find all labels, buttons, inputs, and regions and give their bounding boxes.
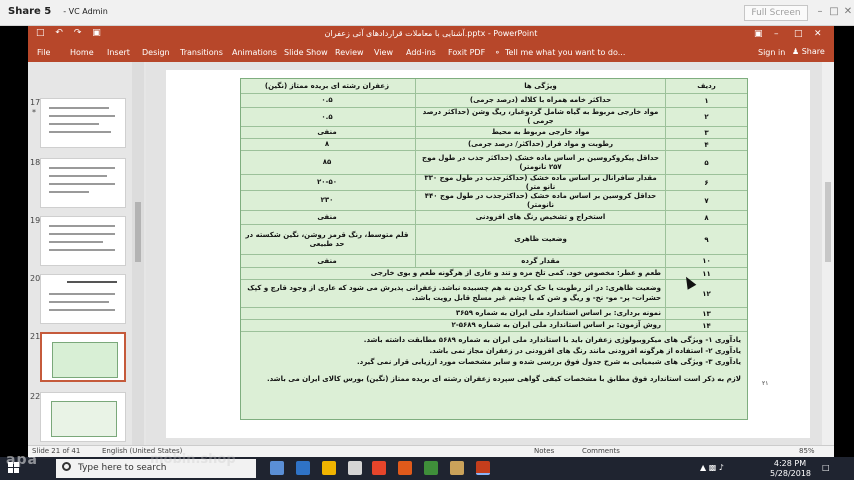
ppt-restore-button[interactable]: □ bbox=[794, 29, 803, 39]
watermark: apa bbox=[6, 452, 38, 468]
row-num: ۱ bbox=[665, 94, 747, 107]
tab-add-ins[interactable]: Add-ins bbox=[406, 48, 436, 57]
row-num: ۱۲ bbox=[665, 280, 747, 307]
windows-taskbar bbox=[0, 457, 854, 480]
row-num: ۱۱ bbox=[665, 268, 747, 279]
slide-thumbnail-selected[interactable] bbox=[40, 332, 126, 382]
table-row bbox=[241, 94, 747, 108]
row-prop: حداقل کروسین بر اساس ماده خشک (حداکثرجذب در طول موج ۴۴۰ نانومتر) bbox=[415, 191, 665, 210]
undo-icon[interactable]: ↶ bbox=[55, 28, 63, 38]
table-row-wide bbox=[241, 320, 747, 332]
slide-thumbnail[interactable] bbox=[40, 392, 126, 442]
slide-thumbnail[interactable] bbox=[40, 216, 126, 266]
row-val: قلم متوسط، رنگ قرمز روشن، نگین شکسته در حد طبیعی bbox=[245, 230, 409, 248]
row-prop: مواد خارجی مربوط به محیط bbox=[415, 127, 665, 138]
table-row bbox=[241, 191, 747, 211]
row-prop: مقدار گرده bbox=[415, 255, 665, 267]
share-window-subtitle: - VC Admin bbox=[63, 7, 108, 16]
row-prop: مقدار سافرانال بر اساس ماده خشک (حداکثرجذب در طول موج ۳۳۰ نانو متر) bbox=[415, 175, 665, 190]
comments-button[interactable]: Comments bbox=[582, 447, 620, 455]
slide-number: ۲۱ bbox=[762, 380, 769, 387]
row-val: منفی bbox=[317, 213, 337, 222]
row-num: ۲ bbox=[665, 108, 747, 126]
row-prop: حداکثر خامه همراه با کلاله (درصد جرمی) bbox=[415, 94, 665, 107]
edge-icon[interactable] bbox=[296, 461, 310, 475]
tab-insert[interactable]: Insert bbox=[107, 48, 130, 57]
restore-button[interactable]: □ bbox=[829, 6, 839, 17]
redo-icon[interactable]: ↷ bbox=[73, 28, 82, 38]
powerpoint-titlebar bbox=[28, 26, 834, 44]
share-window-title: Share 5 - VC Admin bbox=[8, 6, 108, 17]
app-icon[interactable] bbox=[450, 461, 464, 475]
row-val: منفی bbox=[317, 128, 337, 137]
table-row bbox=[241, 225, 747, 255]
clock-time: 4:28 PM bbox=[773, 459, 807, 468]
row-prop: حداقل پیکروکروسین بر اساس ماده خشک (حداکثر جذب در طول موج ۲۵۷ نانومتر) bbox=[415, 151, 665, 174]
notifications-icon[interactable]: □ bbox=[822, 463, 830, 472]
clock-date: 5/28/2018 bbox=[770, 469, 812, 478]
save-icon[interactable]: □ bbox=[36, 28, 45, 38]
zoom-level[interactable]: 85% bbox=[799, 447, 815, 455]
row-num: ۵ bbox=[665, 151, 747, 174]
powerpoint-window bbox=[28, 26, 834, 457]
row-val: ۸۵ bbox=[322, 158, 332, 167]
tab-file[interactable]: File bbox=[37, 48, 51, 57]
person-icon: ♟ bbox=[792, 47, 802, 56]
ppt-close-button[interactable]: ✕ bbox=[814, 29, 822, 39]
tab-animations[interactable]: Animations bbox=[232, 48, 277, 57]
saffron-spec-table bbox=[240, 78, 748, 420]
search-icon bbox=[62, 462, 71, 471]
ppt-minimize-button[interactable]: – bbox=[774, 29, 779, 39]
tab-transitions[interactable]: Transitions bbox=[180, 48, 223, 57]
minimize-button[interactable]: – bbox=[817, 6, 823, 17]
tab-foxit-pdf[interactable]: Foxit PDF bbox=[448, 48, 486, 57]
row-val: ۲۰-۵۰ bbox=[317, 178, 337, 187]
notes-button[interactable]: Notes bbox=[534, 447, 555, 455]
start-slideshow-icon[interactable]: ▣ bbox=[92, 28, 101, 38]
status-bar bbox=[28, 445, 834, 457]
row-prop: مواد خارجی مربوط به گیاه شامل گردوغبار، ریگ وشن (حداکثر درصد جرمی ) bbox=[415, 108, 665, 126]
header-prop: ویژگی ها bbox=[415, 79, 665, 93]
fullscreen-button[interactable]: Full Screen bbox=[744, 5, 808, 21]
ribbon-display-icon[interactable]: ▣ bbox=[754, 29, 763, 39]
search-placeholder: Type here to search bbox=[78, 463, 167, 473]
row-num: ۱۳ bbox=[665, 308, 747, 319]
row-val: ۰.۵ bbox=[321, 96, 333, 105]
table-header-row bbox=[241, 79, 747, 94]
share-label: Share bbox=[801, 47, 825, 56]
table-row bbox=[241, 127, 747, 139]
thumb-number: 20 bbox=[30, 274, 41, 283]
row-wide-text: وضعیت ظاهری: در اثر رطوبت یا حک کردن به هم چسبیده نباشد. زعفرانی پذیرش می شود که عاری از وجود قارچ و کپک حشرات- پر- مو- نخ- و ریگ و شن که با چشم غیر مسلح قابل رویت باشد. bbox=[247, 284, 661, 302]
slide-thumbnail[interactable] bbox=[40, 158, 126, 208]
table-row bbox=[241, 151, 747, 175]
lightbulb-icon: ⚬ bbox=[494, 48, 501, 57]
thumb-number: 18 bbox=[30, 158, 41, 167]
thumb-number: 21 bbox=[30, 332, 41, 341]
task-view-icon[interactable] bbox=[270, 461, 284, 475]
header-val: زعفران رشته ای بریده ممتاز (نگین) bbox=[264, 81, 390, 90]
tab-view[interactable]: View bbox=[374, 48, 393, 57]
slide-canvas[interactable] bbox=[166, 70, 810, 438]
row-prop: وضعیت ظاهری bbox=[415, 225, 665, 254]
left-margin bbox=[0, 26, 28, 457]
close-button[interactable]: ✕ bbox=[843, 6, 853, 17]
note-line: یادآوری ۲- استفاده از هرگونه افزودنی مانند رنگ های افزودنی در زعفران مجاز نمی باشد. bbox=[429, 346, 741, 355]
row-val: منفی bbox=[317, 256, 337, 265]
file-explorer-icon[interactable] bbox=[322, 461, 336, 475]
row-wide-text: روش آزمون: بر اساس استاندارد ملی ایران به شماره ۵۶۸۹-۲ bbox=[451, 320, 661, 329]
app-icon[interactable] bbox=[372, 461, 386, 475]
share-window-bar bbox=[0, 0, 854, 26]
tell-me-box[interactable]: Tell me what you want to do... bbox=[505, 48, 626, 57]
row-num: ۶ bbox=[665, 175, 747, 190]
note-line: یادآوری ۱- ویژگی های میکروبیولوژی زعفران باید با استاندارد ملی ایران به شماره ۵۶۸۹ مطابقت داشته باشد. bbox=[363, 336, 741, 344]
notes-block bbox=[241, 332, 747, 421]
slide-thumbnail[interactable] bbox=[40, 274, 126, 324]
slide-counter: Slide 21 of 41 bbox=[32, 447, 81, 455]
slide-thumbnail-pane bbox=[28, 62, 146, 445]
row-prop: استخراج و تشخیص رنگ های افزودنی bbox=[415, 211, 665, 224]
row-val: ۲۳۰ bbox=[320, 196, 334, 205]
row-wide-text: نمونه برداری: بر اساس استاندارد ملی ایران به شماره ۳۶۵۹ bbox=[455, 308, 661, 317]
table-row bbox=[241, 139, 747, 151]
row-num: ۴ bbox=[665, 139, 747, 150]
table-row bbox=[241, 255, 747, 268]
row-wide-text: طعم و عطر: مخصوص خود. کمی تلخ مزه و تند و عاری از هرگونه طعم و بوی خارجی bbox=[370, 268, 661, 277]
table-row bbox=[241, 211, 747, 225]
row-num: ۸ bbox=[665, 211, 747, 224]
tab-home[interactable]: Home bbox=[70, 48, 94, 57]
store-icon[interactable] bbox=[348, 461, 362, 475]
animation-star-icon: * bbox=[32, 108, 36, 117]
row-num: ۹ bbox=[665, 225, 747, 254]
slide-thumbnail[interactable] bbox=[40, 98, 126, 148]
tray-icons[interactable]: ▲ ▩ ♪ bbox=[700, 463, 724, 472]
row-num: ۱۴ bbox=[665, 320, 747, 331]
ribbon-tabs bbox=[28, 44, 834, 62]
thumb-number: 19 bbox=[30, 216, 41, 225]
slide-vertical-scrollbar[interactable] bbox=[822, 62, 834, 445]
row-val: ۰.۵ bbox=[321, 112, 333, 121]
document-title: آشنایی با معاملات قراردادهای آتی زعفران.pptx - PowerPoint bbox=[324, 29, 538, 38]
note-line: یادآوری ۳- ویژگی های شیمیایی به شرح جدول فوق بررسی شده و سایر مشخصات مورد ارزیابی قرار نمی گیرد. bbox=[356, 357, 741, 366]
table-row-wide bbox=[241, 268, 747, 280]
table-row-wide bbox=[241, 280, 747, 308]
share-button[interactable] bbox=[792, 47, 825, 56]
firefox-icon[interactable] bbox=[398, 461, 412, 475]
row-num: ۷ bbox=[665, 191, 747, 210]
thumb-number: 17 bbox=[30, 98, 41, 107]
footer-note: لازم به ذکر است استاندارد فوق مطابق با مشخصات کیفی گواهی سپرده زعفران رشته ای بریده ممتاز (نگین) بورس کالای ایران می باشد. bbox=[266, 374, 741, 383]
watermark-2: mobin.shop bbox=[150, 452, 236, 467]
table-row bbox=[241, 175, 747, 191]
row-prop: رطوبت و مواد فرار (حداکثر/ درصد جرمی) bbox=[415, 139, 665, 150]
language-indicator[interactable]: English (United States) bbox=[102, 447, 183, 455]
table-row bbox=[241, 108, 747, 127]
row-num: ۱۰ bbox=[665, 255, 747, 267]
clock[interactable] bbox=[770, 459, 810, 479]
tab-slide-show[interactable]: Slide Show bbox=[284, 48, 328, 57]
table-row-wide bbox=[241, 308, 747, 320]
sign-in-link[interactable]: Sign in bbox=[758, 48, 786, 57]
row-val: ۸ bbox=[324, 140, 330, 149]
row-num: ۳ bbox=[665, 127, 747, 138]
thumbnail-scrollbar[interactable] bbox=[132, 62, 144, 445]
powerpoint-icon[interactable] bbox=[476, 461, 490, 475]
app-icon[interactable] bbox=[424, 461, 438, 475]
slide-edit-area bbox=[146, 62, 834, 445]
right-margin bbox=[834, 26, 854, 457]
thumb-number: 22 bbox=[30, 392, 41, 401]
tab-design[interactable]: Design bbox=[142, 48, 170, 57]
header-num: ردیف bbox=[665, 79, 747, 93]
tab-review[interactable]: Review bbox=[335, 48, 364, 57]
